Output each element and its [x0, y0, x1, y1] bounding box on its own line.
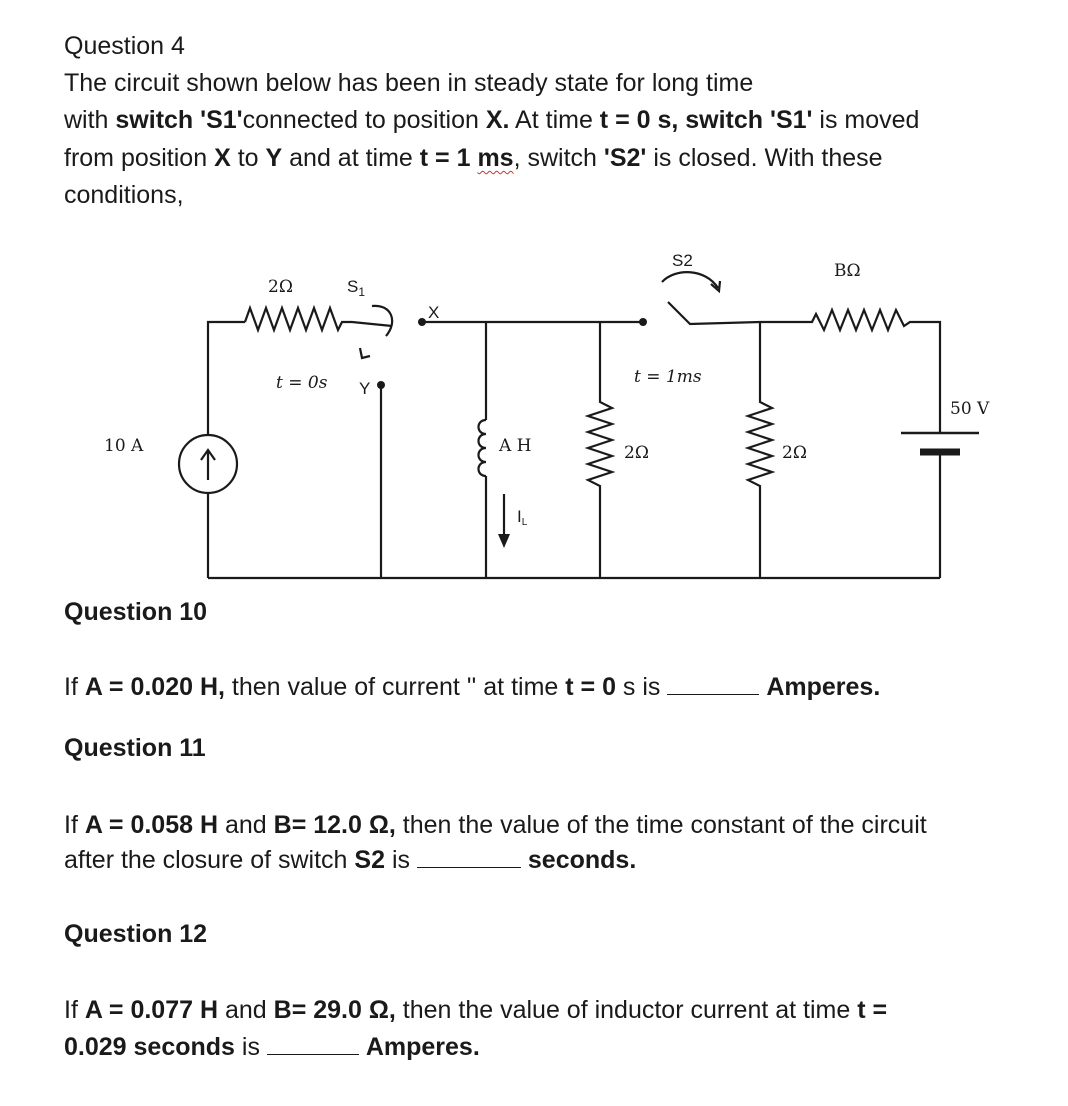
inductor [479, 420, 487, 476]
circuit-diagram [0, 240, 1068, 600]
resistor-middle [588, 322, 612, 578]
question-11-heading: Question 11 [64, 734, 206, 762]
question-12-text-line-1: If A = 0.077 H and B= 29.0 Ω, then the value of inductor current at time t = [64, 996, 888, 1024]
resistor-top-left-label: 2Ω [268, 277, 293, 297]
contact-x-label: X [428, 303, 440, 322]
question-11-text-line-2: after the closure of switch S2 is seconds. [64, 846, 637, 874]
resistor-b [760, 310, 940, 433]
il-arrow-icon [498, 534, 510, 548]
wire-left [208, 322, 245, 578]
current-source-label: 10 A [104, 436, 144, 456]
switch-s1-arc [372, 306, 392, 336]
question-4-heading: Question 4 [64, 32, 185, 60]
switch-s1-arrow-icon [360, 348, 370, 358]
resistor-right [748, 322, 772, 578]
switch-s1-time: t = 0s [276, 373, 328, 393]
intro-line-4: conditions, [64, 181, 184, 209]
answer-blank-q12[interactable] [267, 1034, 359, 1055]
battery-label: 50 V [950, 399, 990, 419]
il-label: IL [517, 507, 528, 528]
resistor-right-label: 2Ω [782, 443, 807, 463]
intro-line-2: with switch 'S1'connected to position X. At time t = 0 s, switch 'S1' is moved [64, 106, 920, 134]
current-source-arrow-icon [201, 450, 215, 480]
question-12-heading: Question 12 [64, 920, 208, 948]
switch-s1-blade [352, 322, 392, 326]
question-10-heading: Question 10 [64, 598, 208, 626]
contact-y-label: Y [359, 379, 371, 398]
inductor-label: A H [499, 436, 532, 456]
intro-line-1: The circuit shown below has been in steady state for long time [64, 69, 754, 97]
s2-left-contact [639, 318, 647, 326]
resistor-middle-label: 2Ω [624, 443, 649, 463]
switch-s2-blade [668, 302, 760, 324]
switch-s1-label: $S_1$ [347, 277, 366, 299]
resistor-b-label: BΩ [834, 261, 861, 281]
question-12-text-line-2: 0.029 seconds is Amperes. [64, 1033, 480, 1061]
switch-s2-time: t = 1ms [634, 367, 702, 387]
resistor-top-left [245, 308, 352, 330]
switch-s2-arc [662, 272, 718, 288]
answer-blank-q11[interactable] [417, 847, 521, 868]
question-10-text: If A = 0.020 H, then value of current '' at time t = 0 s is Amperes. [64, 673, 881, 701]
answer-blank-q10[interactable] [667, 674, 759, 695]
question-11-text-line-1: If A = 0.058 H and B= 12.0 Ω, then the value of the time constant of the circuit [64, 811, 927, 839]
intro-line-3: from position X to Y and at time t = 1 ms, switch 'S2' is closed. With these [64, 144, 883, 172]
switch-s2-label: S2 [672, 251, 693, 270]
